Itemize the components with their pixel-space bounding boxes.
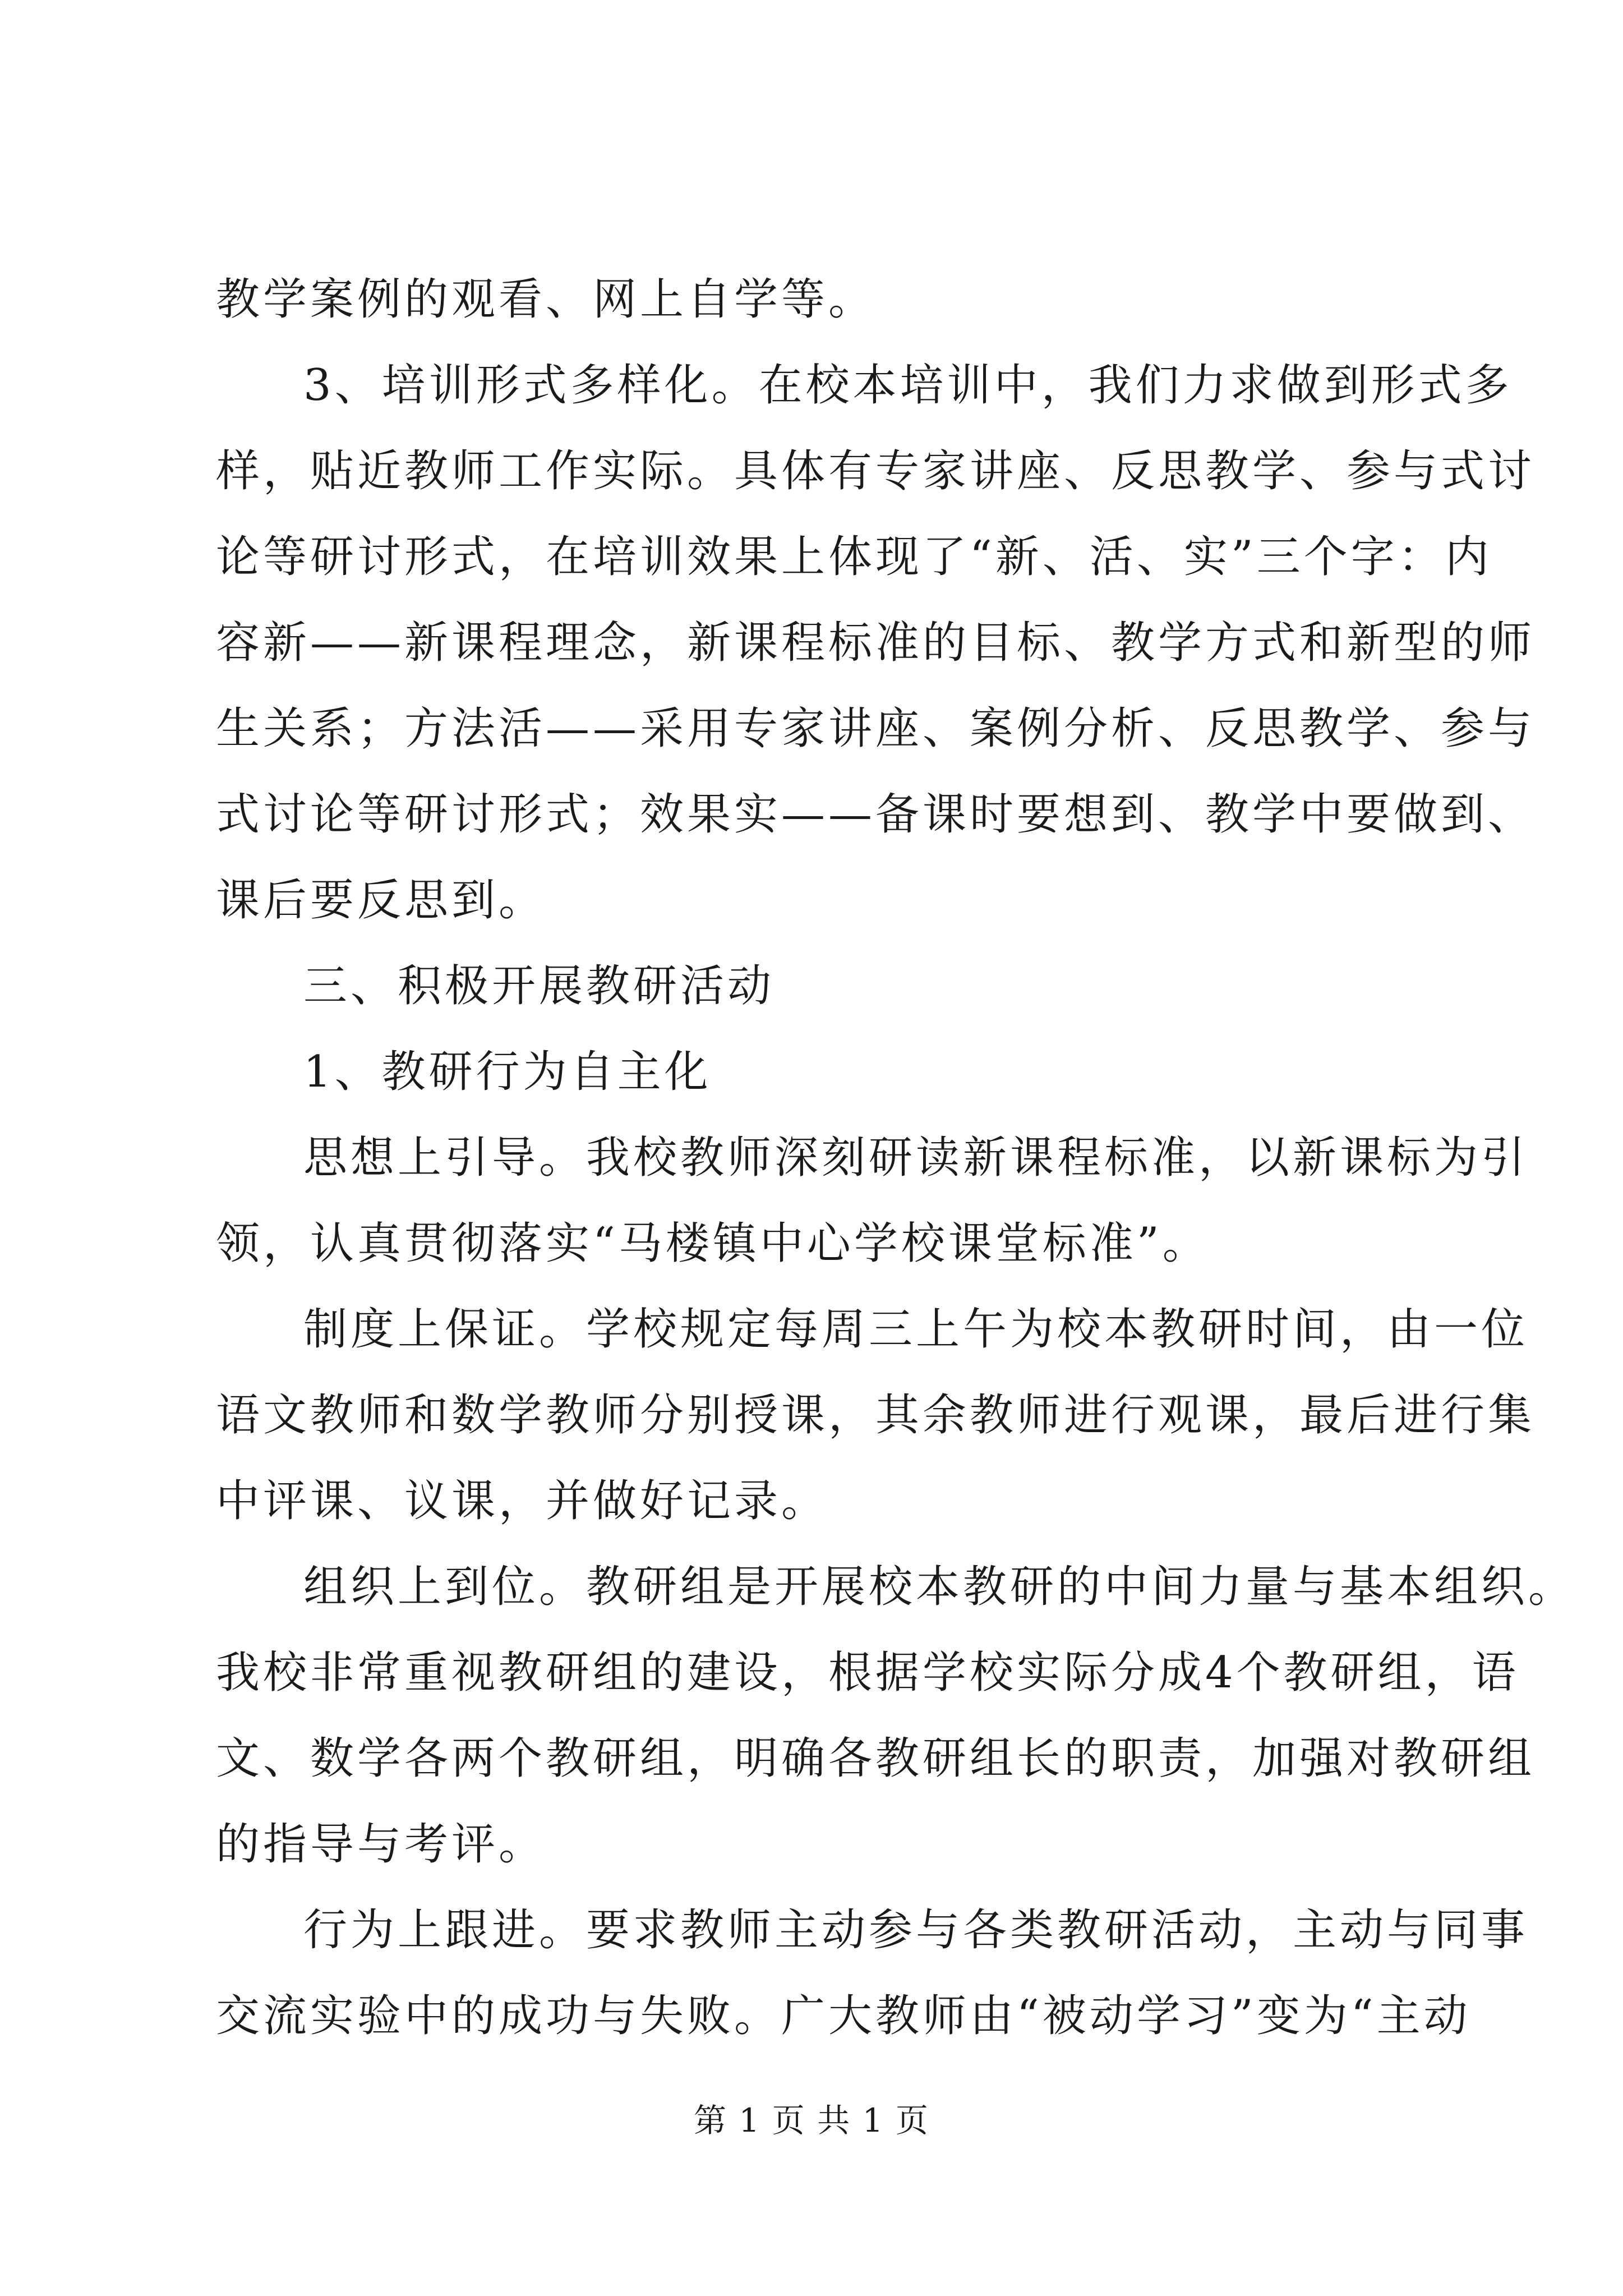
text-line: 论等研讨形式，在培训效果上体现了“新、活、实”三个字：内 [216, 532, 1492, 582]
text-line: 行为上跟进。要求教师主动参与各类教研活动，主动与同事 [303, 1905, 1529, 1955]
text-line: 课后要反思到。 [216, 875, 546, 926]
text-line: 思想上引导。我校教师深刻研读新课程标准，以新课标为引 [303, 1133, 1529, 1183]
text-line: 领，认真贯彻落实“马楼镇中心学校课堂标准”。 [216, 1218, 1210, 1269]
section-heading: 三、积极开展教研活动 [303, 961, 775, 1011]
text-line: 的指导与考评。 [216, 1819, 546, 1870]
text-line: 生关系；方法活——采用专家讲座、案例分析、反思教学、参与 [216, 703, 1536, 754]
text-line: 教学案例的观看、网上自学等。 [216, 274, 876, 325]
page-footer: 第 1 页 共 1 页 [694, 2101, 929, 2139]
text-line: 制度上保证。学校规定每周三上午为校本教研时间，由一位 [303, 1304, 1529, 1355]
text-line: 式讨论等研讨形式；效果实——备课时要想到、教学中要做到、 [216, 789, 1536, 840]
subsection-heading: 1、教研行为自主化 [303, 1047, 712, 1097]
text-line: 样，贴近教师工作实际。具体有专家讲座、反思教学、参与式讨 [216, 446, 1536, 496]
text-line: 3、培训形式多样化。在校本培训中，我们力求做到形式多 [303, 360, 1513, 411]
text-line: 容新——新课程理念，新课程标准的目标、教学方式和新型的师 [216, 618, 1536, 668]
text-line: 中评课、议课，并做好记录。 [216, 1476, 829, 1526]
document-body [216, 257, 1576, 2059]
text-line: 我校非常重视教研组的建设，根据学校实际分成4个教研组，语 [216, 1648, 1519, 1698]
text-line: 组织上到位。教研组是开展校本教研的中间力量与基本组织。 [303, 1562, 1576, 1612]
text-line: 语文教师和数学教师分别授课，其余教师进行观课，最后进行集 [216, 1390, 1536, 1441]
text-line: 交流实验中的成功与失败。广大教师由“被动学习”变为“主动 [216, 1991, 1471, 2041]
text-line: 文、数学各两个教研组，明确各教研组长的职责，加强对教研组 [216, 1733, 1536, 1784]
